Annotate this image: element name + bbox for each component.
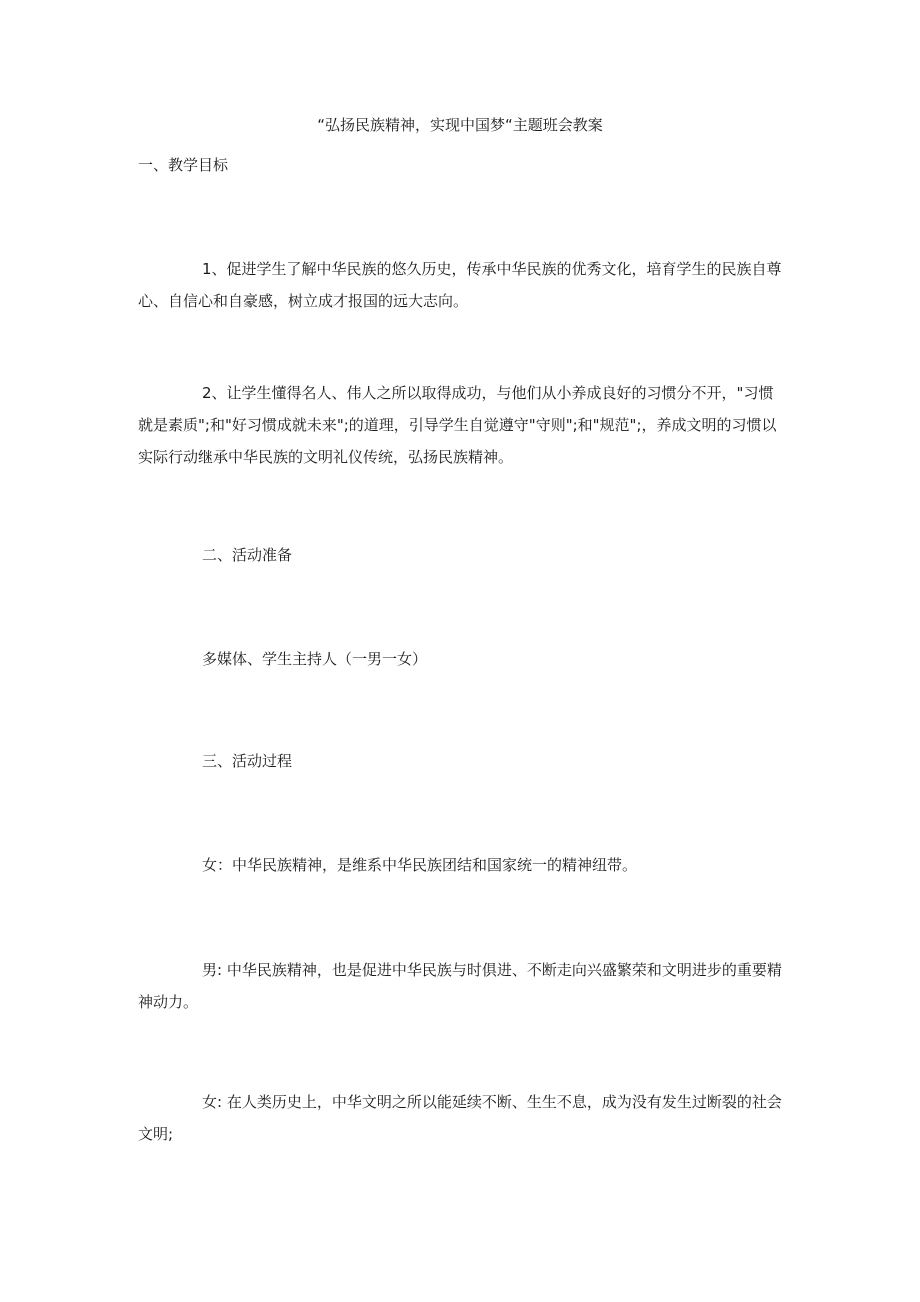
section-heading-process: 三、活动过程	[202, 752, 293, 770]
paragraph-male-host-1: 男: 中华民族精神，也是促进中华民族与时俱进、不断走向兴盛繁荣和文明进步的重要精神动力。	[138, 961, 782, 1011]
section-heading-objectives: 一、教学目标	[138, 156, 229, 174]
section-heading-preparation: 二、活动准备	[202, 546, 293, 564]
paragraph-objective-1: 1、促进学生了解中华民族的悠久历史，传承中华民族的优秀文化，培育学生的民族自尊心、自信心和自豪感，树立成才报国的远大志向。	[138, 260, 782, 310]
paragraph-objective-2: 2、让学生懂得名人、伟人之所以取得成功，与他们从小养成良好的习惯分不开，"习惯就是素质";和"好习惯成就未来";的道理，引导学生自觉遵守"守则";和"规范";，养成文明的习惯以实际行动继承中华民族的文明礼仪传统，弘扬民族精神。	[138, 384, 777, 466]
paragraph-female-host-1: 女：中华民族精神，是维系中华民族团结和国家统一的精神纽带。	[202, 856, 638, 874]
document-title: “弘扬民族精神，实现中国梦“主题班会教案	[317, 116, 603, 134]
paragraph-preparation: 多媒体、学生主持人（一男一女）	[202, 650, 428, 668]
paragraph-female-host-2: 女: 在人类历史上，中华文明之所以能延续不断、生生不息，成为没有发生过断裂的社会文明;	[138, 1093, 782, 1143]
